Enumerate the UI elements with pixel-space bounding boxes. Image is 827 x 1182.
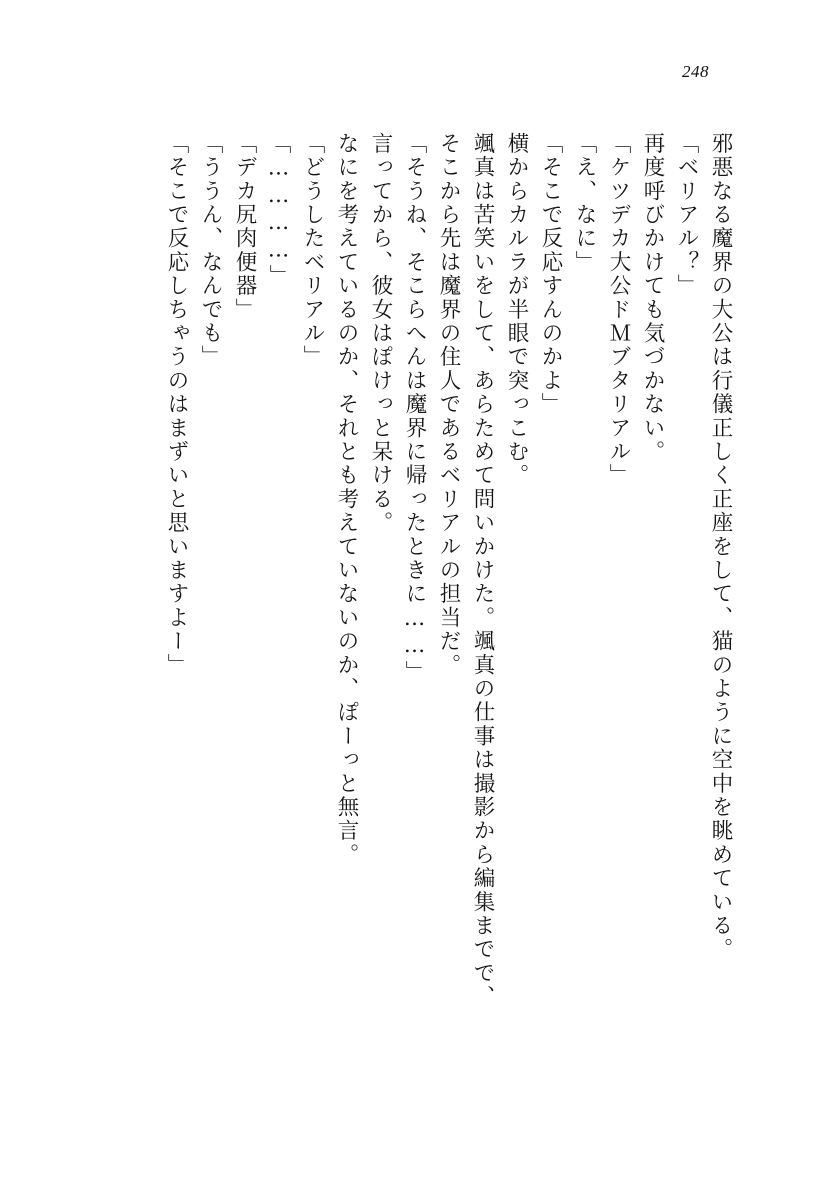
- text-column: 「どうしたベリアル」: [300, 132, 325, 369]
- vertical-text-body: [96, 132, 731, 1032]
- text-column: 「…………」: [266, 132, 291, 289]
- page-number: 248: [682, 62, 709, 81]
- text-column: 「え、なに」: [572, 132, 597, 275]
- text-column: なにを考えているのか、それとも考えていないのか、ぽーっと無言。: [334, 132, 359, 867]
- text-column: 「デカ尻肉便器」: [232, 132, 257, 322]
- text-column: そこから先は魔界の住人であるベリアルの担当だ。: [436, 132, 461, 678]
- text-column: 「そこで反応しちゃうのはまずいと思いますよー」: [164, 132, 189, 678]
- text-column: 再度呼びかけても気づかない。: [640, 132, 665, 464]
- text-column: 「ううん、なんでも」: [198, 132, 223, 369]
- text-column: 「そこで反応すんのかよ」: [538, 132, 563, 417]
- text-column: 「そうね、そこらへんは魔界に帰ったときに……」: [402, 132, 427, 685]
- text-column: 横からカルラが半眼で突っこむ。: [504, 132, 529, 488]
- text-column: 邪悪なる魔界の大公は行儀正しく正座をして、猫のように空中を眺めている。: [708, 132, 733, 962]
- text-column: 「ケツデカ大公ドＭブタリアル」: [606, 132, 631, 488]
- text-column: 颯真は苦笑いをして、あらためて問いかけた。颯真の仕事は撮影から編集までで、: [470, 132, 495, 1009]
- text-column: 言ってから、彼女はぽけっと呆ける。: [368, 132, 393, 535]
- text-column: 「ベリアル？」: [674, 132, 699, 298]
